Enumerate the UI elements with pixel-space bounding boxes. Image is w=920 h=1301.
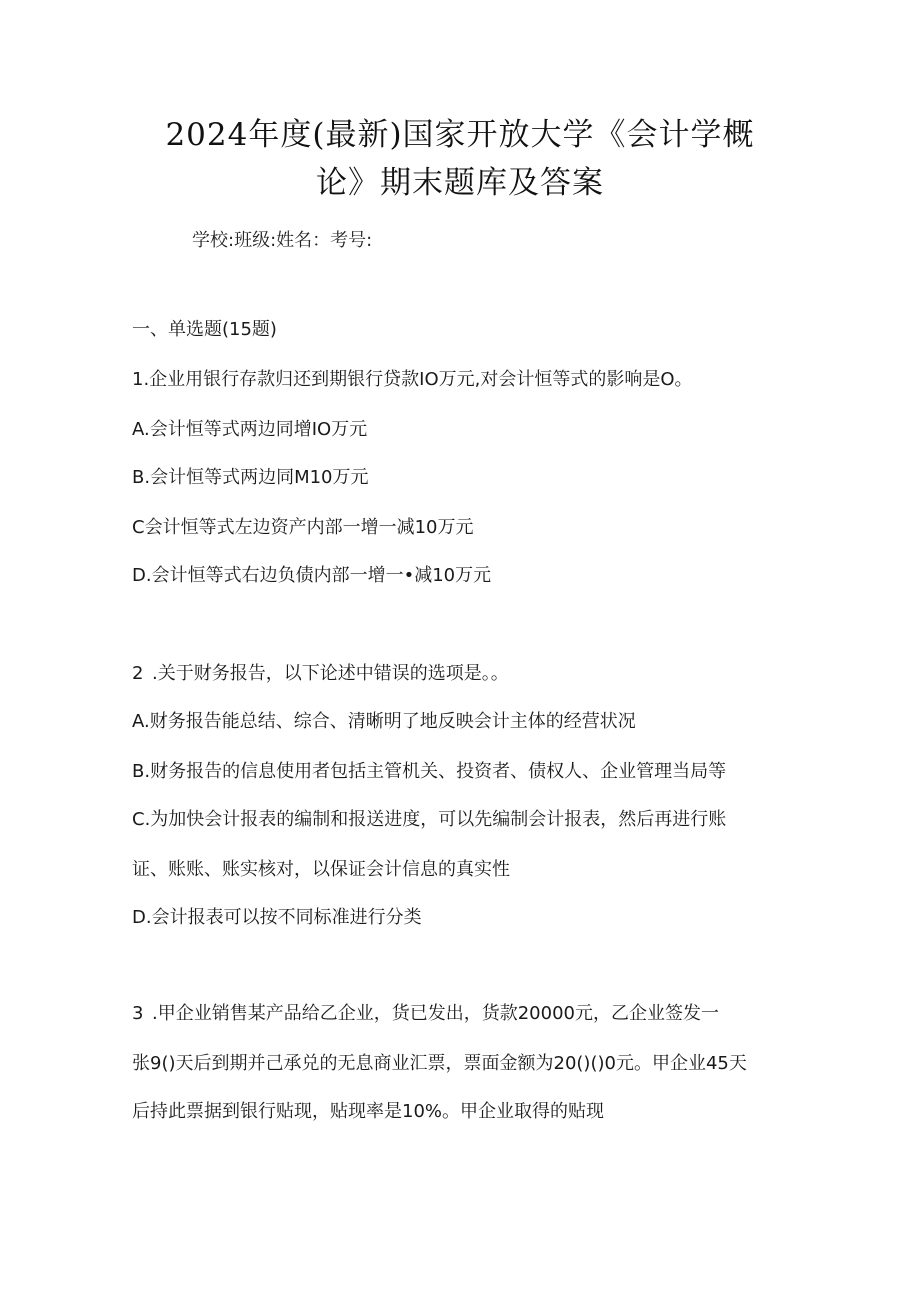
section-heading: 一、单选题(15题)	[132, 319, 277, 340]
question-2-option-a: A.财务报告能总结、综合、清晰明了地反映会计主体的经营状况	[132, 711, 636, 732]
question-1-option-c: C会计恒等式左边资产内部一增一减10万元	[132, 517, 474, 538]
question-2-option-b: B.财务报告的信息使用者包括主管机关、投资者、债权人、企业管理当局等	[132, 761, 727, 782]
question-3-text: .甲企业销售某产品给乙企业，货已发出，货款20000元，乙企业签发一	[152, 1003, 719, 1024]
question-2-number: 2	[132, 663, 144, 684]
question-2-option-d: D.会计报表可以按不同标准进行分类	[132, 907, 422, 928]
question-2-option-c: C.为加快会计报表的编制和报送进度，可以先编制会计报表，然后再进行账	[132, 809, 727, 830]
question-3-stem	[132, 1000, 719, 1028]
question-1-option-d: D.会计恒等式右边负债内部一增一•减10万元	[132, 565, 492, 586]
question-1-option-b: B.会计恒等式两边同M10万元	[132, 467, 369, 488]
question-1-stem: 1.企业用银行存款归还到期银行贷款IO万元,对会计恒等式的影响是O。	[132, 369, 693, 390]
question-3-stem-line-2: 张9()天后到期并己承兑的无息商业汇票，票面金额为20()()0元。甲企业45天	[132, 1053, 747, 1074]
student-info-line: 学校:班级:姓名：考号:	[192, 230, 373, 251]
document-title-line-2: 论》期末题库及答案	[316, 165, 604, 201]
question-3-number: 3	[132, 1003, 144, 1024]
document-title-line-1: 2024年度(最新)国家开放大学《会计学概	[165, 117, 755, 153]
question-2-stem	[132, 660, 509, 688]
question-2-option-c-continued: 证、账账、账实核对，以保证会计信息的真实性	[132, 859, 510, 880]
question-1-option-a: A.会计恒等式两边同增IO万元	[132, 419, 368, 440]
question-3-stem-line-3: 后持此票据到银行贴现，贴现率是10%。甲企业取得的贴现	[132, 1101, 605, 1122]
question-2-text: .关于财务报告，以下论述中错误的选项是。。	[152, 663, 509, 684]
